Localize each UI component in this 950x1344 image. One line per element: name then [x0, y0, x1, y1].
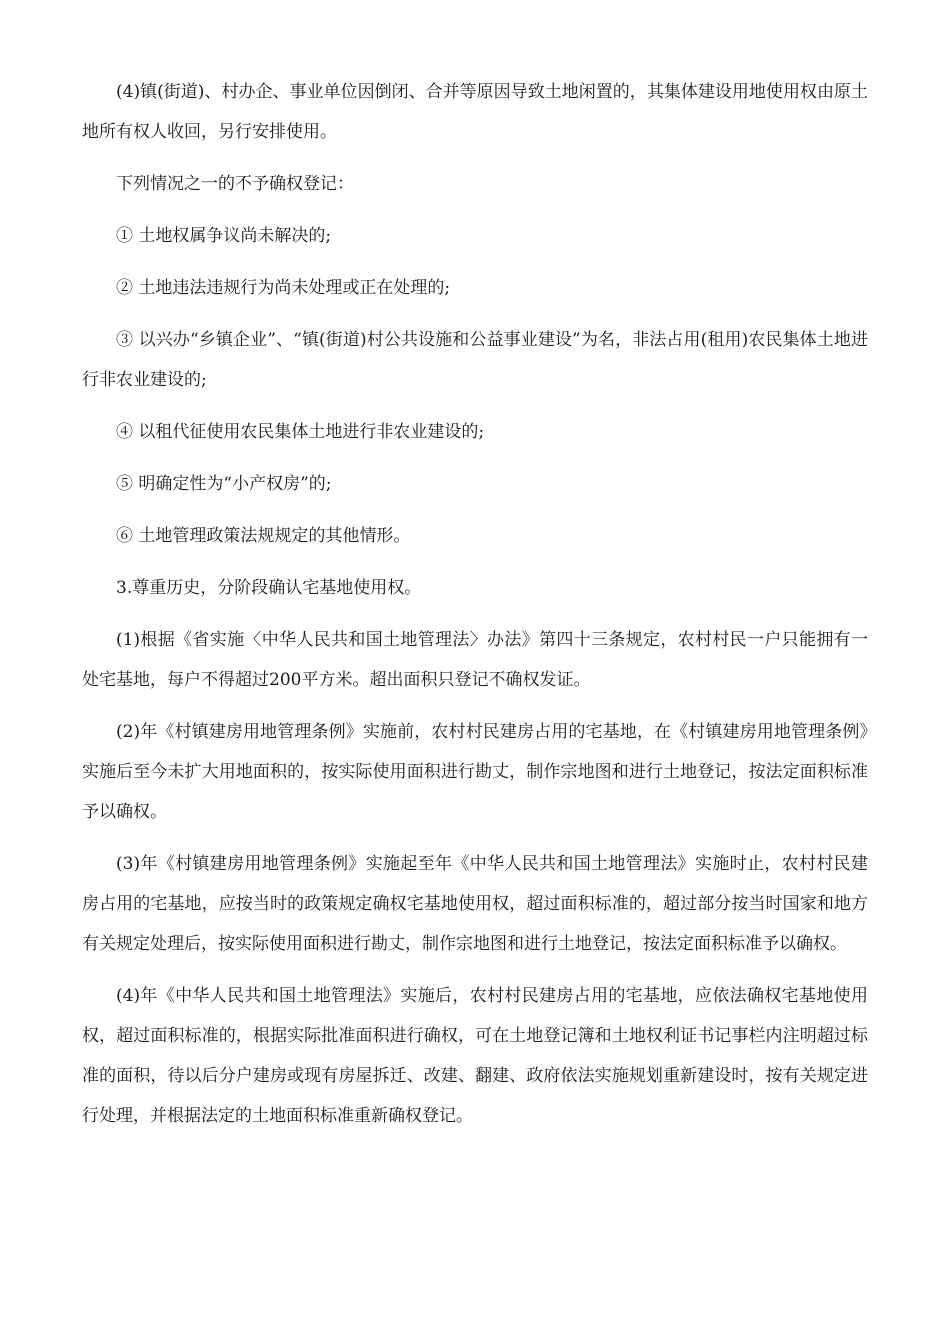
- paragraph-homestead-2: (2)年《村镇建房用地管理条例》实施前，农村村民建房占用的宅基地，在《村镇建房用地管理条例》实施后至今未扩大用地面积的，按实际使用面积进行勘丈，制作宗地图和进行土地登记，按法定面积标准予以确权。: [82, 722, 868, 822]
- paragraph-homestead-3: (3)年《村镇建房用地管理条例》实施起至年《中华人民共和国土地管理法》实施时止，农村村民建房占用的宅基地，应按当时的政策规定确权宅基地使用权，超过面积标准的，超过部分按当时国家和地方有关规定处理后，按实际使用面积进行勘丈，制作宗地图和进行土地登记，按法定面积标准予以确权。: [82, 854, 868, 954]
- paragraph-exclusions-heading: 下列情况之一的不予确权登记：: [116, 174, 354, 194]
- list-item-rent-for-acquisition: ④ 以租代征使用农民集体土地进行非农业建设的;: [116, 422, 485, 442]
- list-item-small-property: ⑤ 明确定性为“小产权房”的;: [116, 474, 332, 494]
- list-item-other: ⑥ 土地管理政策法规规定的其他情形。: [116, 526, 411, 546]
- paragraph-homestead-4: (4)年《中华人民共和国土地管理法》实施后，农村村民建房占用的宅基地，应依法确权宅基地使用权，超过面积标准的，根据实际批准面积进行确权，可在土地登记簿和土地权利证书记事栏内注明超过标准的面积，待以后分户建房或现有房屋拆迁、改建、翻建、政府依法实施规划重新建设时，按有关规定进行处理，并根据法定的土地面积标准重新确权登记。: [82, 986, 868, 1126]
- list-item-illegal-occupation: ③ 以兴办“乡镇企业”、“镇(街道)村公共设施和公益事业建设”为名，非法占用(租用)农民集体土地进行非农业建设的;: [82, 330, 868, 390]
- section-heading-homestead: 3.尊重历史，分阶段确认宅基地使用权。: [116, 578, 422, 598]
- list-item-dispute: ① 土地权属争议尚未解决的;: [116, 226, 332, 246]
- document-page: [82, 72, 868, 1136]
- paragraph-land-recovery: (4)镇(街道)、村办企、事业单位因倒闭、合并等原因导致土地闲置的，其集体建设用地使用权由原土地所有权人收回，另行安排使用。: [82, 82, 868, 142]
- list-item-violation: ② 土地违法违规行为尚未处理或正在处理的;: [116, 278, 451, 298]
- paragraph-homestead-1: (1)根据《省实施〈中华人民共和国土地管理法〉办法》第四十三条规定，农村村民一户只能拥有一处宅基地，每户不得超过200平方米。超出面积只登记不确权发证。: [82, 630, 868, 690]
